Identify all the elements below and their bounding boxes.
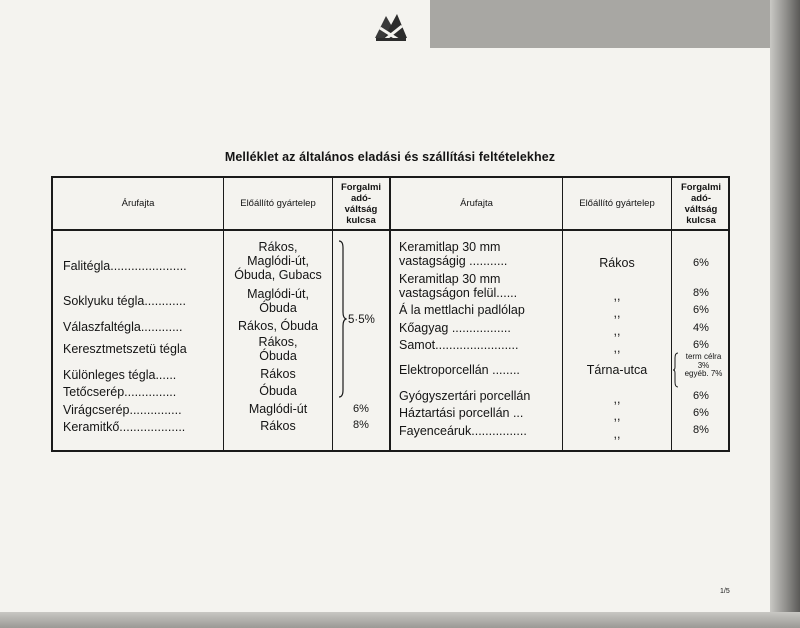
header-divider [53, 229, 728, 231]
header-tax-right: Forgalmi adó- váltság kulcsa [680, 181, 722, 226]
document-title: Melléklet az általános eladási és szállítási feltételekhez [224, 150, 556, 164]
page-edge-right [770, 0, 800, 628]
table-row-product: Különleges tégla...... [63, 368, 177, 382]
table-cell-factory: Rákos [260, 367, 296, 381]
table-cell-factory: ,, [613, 392, 621, 406]
header-factory-left: Előállító gyártelep [240, 198, 316, 209]
header-tax-left: Forgalmi adó- váltság kulcsa [340, 181, 382, 226]
table-row-product: Gyógyszertári porcellán [399, 389, 531, 403]
table-cell-factory: ,, [613, 341, 621, 355]
table-row-product: Fayenceáruk................ [399, 424, 527, 438]
table-row-product: Tetőcserép............... [63, 385, 177, 399]
table-cell-factory: ,, [613, 427, 621, 441]
table-row-product: Háztartási porcellán ... [399, 406, 524, 420]
hammer-logo-icon [372, 8, 410, 46]
table-cell-factory: Óbuda [259, 384, 297, 398]
table-cell-tax: 8% [353, 419, 369, 431]
table-cell-tax: 6% [693, 304, 709, 316]
table-cell-factory: Rákos [599, 256, 635, 270]
header-product-left: Árufajta [121, 198, 155, 209]
table-cell-factory: ,, [613, 306, 621, 320]
table-cell-tax: 6% [693, 390, 709, 402]
table-row-product: Á la mettlachi padlólap [399, 303, 525, 317]
table-row-product: Soklyuku tégla............ [63, 294, 186, 308]
table-cell-factory: ,, [613, 289, 621, 303]
table-cell-factory: Rákos, Maglódi-út, Óbuda, Gubacs [234, 240, 322, 282]
header-factory-right: Előállító gyártelep [579, 198, 655, 209]
table-cell-factory: Maglódi-út, Óbuda [247, 287, 309, 315]
header-product-right: Árufajta [460, 198, 493, 209]
table-cell-tax: 8% [693, 287, 709, 299]
table-row-product: Keramitlap 30 mm vastagságon felül...... [399, 272, 518, 300]
table-cell-tax: 8% [693, 424, 709, 436]
table-cell-tax-group: 5·5% [348, 314, 375, 326]
table-row-product: Keramitlap 30 mm vastagságig ........... [399, 240, 508, 268]
table-row-product: Kőagyag ................. [399, 321, 511, 335]
table-cell-tax: 6% [353, 403, 369, 415]
table-cell-factory: Maglódi-út [248, 402, 308, 416]
table-row-product: Falitégla...................... [63, 259, 187, 273]
table-row-product: Válaszfaltégla............ [63, 320, 183, 334]
table-cell-factory: ,, [613, 324, 621, 338]
page-number: 1/5 [720, 588, 730, 595]
table-cell-tax-note: term célra 3% egyéb. 7% [684, 352, 723, 378]
table-row-product: Virágcserép............... [63, 403, 182, 417]
table-cell-tax: 4% [693, 322, 709, 334]
table-cell-tax: 6% [693, 407, 709, 419]
page-edge-bottom [0, 612, 800, 628]
table-row-product: Keresztmetszetü tégla [63, 342, 187, 356]
table-row-product: Elektroporcellán ........ [399, 363, 520, 377]
table-cell-factory: Rákos [260, 419, 296, 433]
table-cell-factory: Rákos, Óbuda [258, 335, 298, 363]
table-cell-factory: Tárna-utca [586, 363, 648, 377]
table-cell-tax: 6% [693, 257, 709, 269]
table-cell-factory: Rákos, Óbuda [238, 319, 318, 333]
table-cell-factory: ,, [613, 409, 621, 423]
table-cell-tax: 6% [693, 339, 709, 351]
table-row-product: Keramitkő................... [63, 420, 186, 434]
table-row-product: Samot........................ [399, 338, 519, 352]
group-brace [337, 240, 347, 398]
top-gray-strip [430, 0, 770, 48]
price-table [51, 176, 730, 452]
